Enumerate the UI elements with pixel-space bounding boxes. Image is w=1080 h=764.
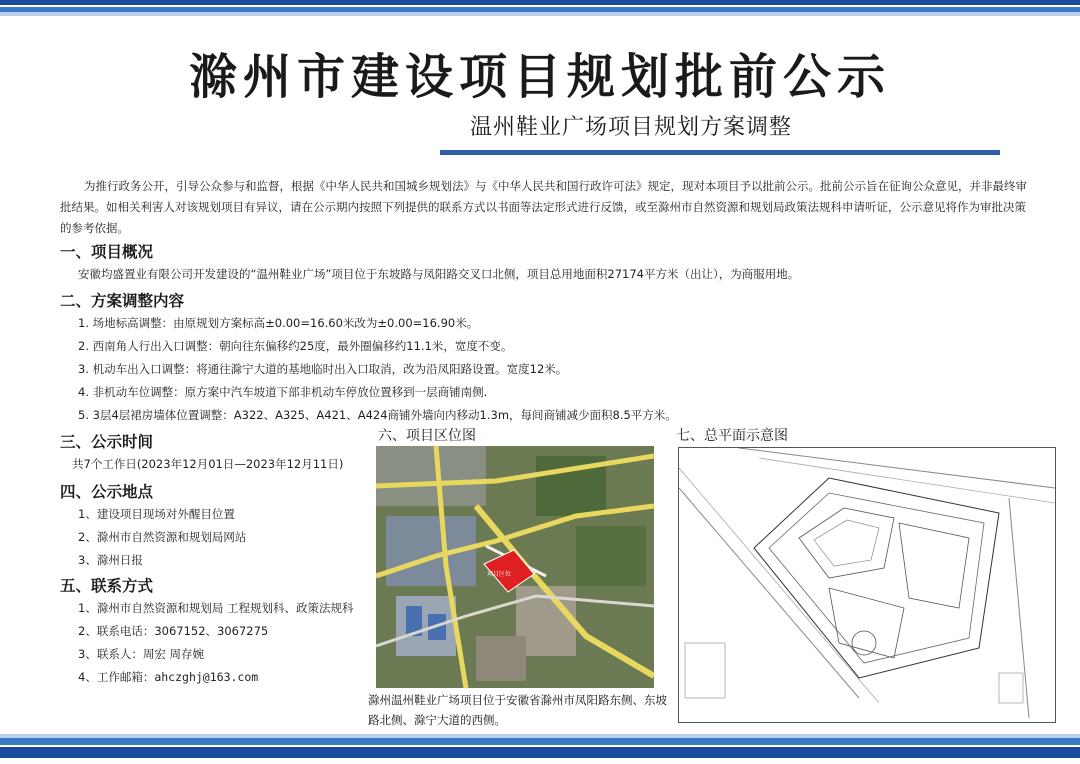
intro-line: 最终审批结果。如相关利害人对该规划项目有异议，请在公示期内按照下列提供的联系方式以书面等法定形式进行反馈，或至滁州市自然资源和规划局政策法规科申请听证，公示意见将 bbox=[60, 179, 1027, 214]
bottom-decorative-band bbox=[0, 734, 1080, 758]
page-subtitle: 温州鞋业广场项目规划方案调整 bbox=[470, 115, 793, 140]
email-label: 4、工作邮箱： bbox=[78, 670, 155, 684]
section-heading-period: 三、公示时间 bbox=[60, 433, 154, 451]
adjustment-item: 2. 西南角人行出入口调整：朝向往东偏移约25度，最外圈偏移约11.1米，宽度不变。 bbox=[78, 339, 513, 353]
site-plan-drawing bbox=[678, 447, 1056, 723]
contact-item: 3、联系人：周宏 周存婉 bbox=[78, 647, 204, 661]
page-title: 滁州市建设项目规划批前公示 bbox=[188, 49, 891, 105]
section-heading-adjustments: 二、方案调整内容 bbox=[60, 292, 185, 310]
site-plan-graphic bbox=[679, 448, 1055, 722]
site-plan-title: 七、总平面示意图 bbox=[676, 428, 788, 444]
location-item: 3、滁州日报 bbox=[78, 553, 143, 567]
intro-line: 为推行政务公开，引导公众参与和监督，根据《中华人民共和国城乡规划法》与《中华人民共和国行政许可法》规定，现对本项目予以批前公示。批前公示旨在征询公众意见，并非 bbox=[84, 179, 993, 193]
adjustment-item: 3. 机动车出入口调整：将通往滁宁大道的基地临时出入口取消，改为沿凤阳路设置。宽度12米。 bbox=[78, 362, 568, 376]
top-decorative-band bbox=[0, 0, 1080, 16]
satellite-map-graphic bbox=[376, 446, 654, 688]
location-map-title: 六、项目区位图 bbox=[378, 428, 476, 444]
adjustment-item: 5. 3层4层裙房墙体位置调整：A322、A325、A421、A424商铺外墙向内移动1.3m，每间商铺减少面积8.5平方米。 bbox=[78, 408, 677, 422]
overview-text: 安徽均盛置业有限公司开发建设的“温州鞋业广场”项目位于东坡路与凤阳路交叉口北侧，项目总用地面积27174平方米（出让），为商服用地。 bbox=[78, 267, 800, 281]
email-address[interactable]: ahczghj@163.com bbox=[154, 670, 259, 684]
section-heading-location: 四、公示地点 bbox=[60, 483, 154, 501]
contact-item: 1、滁州市自然资源和规划局 工程规划科、政策法规科 bbox=[78, 601, 354, 615]
section-heading-contact: 五、联系方式 bbox=[60, 577, 154, 595]
intro-paragraph bbox=[60, 176, 1035, 239]
intro-line: 作为审批决策的参考依据。 bbox=[60, 200, 1026, 235]
section-heading-overview: 一、项目概况 bbox=[60, 243, 154, 261]
contact-item-email bbox=[78, 669, 258, 685]
location-map-image bbox=[376, 446, 654, 688]
adjustment-item: 1. 场地标高调整：由原规划方案标高±0.00=16.60米改为±0.00=16.90米。 bbox=[78, 316, 479, 330]
location-map-caption: 滁州温州鞋业广场项目位于安徽省滁州市凤阳路东侧、东坡路北侧、滁宁大道的西侧。 bbox=[368, 693, 667, 727]
location-item: 1、建设项目现场对外醒目位置 bbox=[78, 507, 235, 521]
adjustment-item: 4. 非机动车位调整：原方案中汽车坡道下部非机动车停放位置移到一层商铺南侧. bbox=[78, 385, 488, 399]
project-site-label: 项目区位 bbox=[486, 571, 512, 578]
location-item: 2、滁州市自然资源和规划局网站 bbox=[78, 530, 247, 544]
period-text: 共7个工作日(2023年12月01日—2023年12月11日) bbox=[72, 457, 344, 471]
subtitle-underline bbox=[440, 150, 1000, 155]
contact-item: 2、联系电话：3067152、3067275 bbox=[78, 624, 269, 638]
